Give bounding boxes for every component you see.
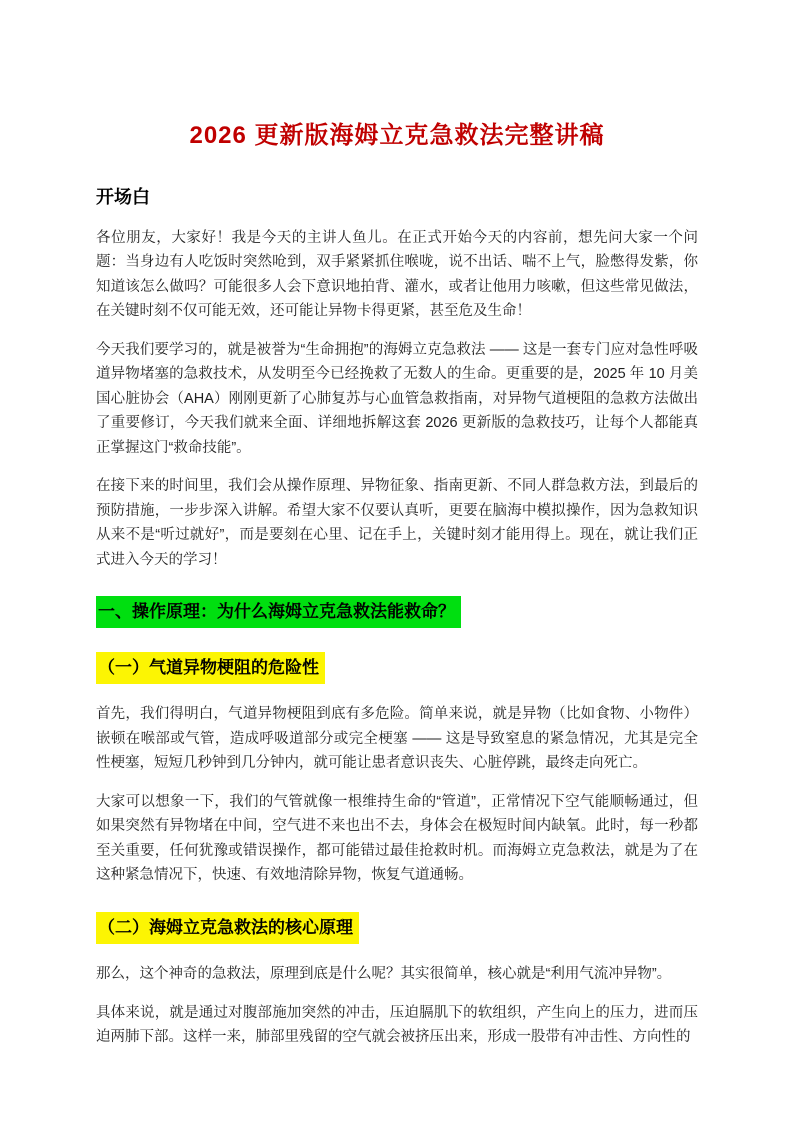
section1-sub1-paragraph-1: 首先，我们得明白，气道异物梗阻到底有多危险。简单来说，就是异物（比如食物、小物件）嵌顿在喉部或气管，造成呼吸道部分或完全梗塞 —— 这是导致窒息的紧急情况，尤其是完全性梗塞，短短几秒钟到几分钟内，就可能让患者意识丧失、心脏停跳，最终走向死亡。 (96, 706, 698, 772)
document-title: 2026 更新版海姆立克急救法完整讲稿 (189, 122, 605, 149)
section1-sub2-heading-highlight: （二）海姆立克急救法的核心原理 (96, 912, 359, 944)
opening-paragraph-1: 各位朋友，大家好！我是今天的主讲人鱼儿。在正式开始今天的内容前，想先问大家一个问题：当身边有人吃饭时突然呛到，双手紧紧抓住喉咙，说不出话、喘不上气，脸憋得发紫，你知道该怎么做吗？可能很多人会下意识地拍背、灌水，或者让他用力咳嗽，但这些常见做法，在关键时刻不仅可能无效，还可能让异物卡得更紧，甚至危及生命！ (96, 229, 698, 320)
opening-heading: 开场白 (96, 187, 150, 208)
section1-sub1-heading (96, 652, 698, 684)
opening-paragraph-2: 今天我们要学习的，就是被誉为“生命拥抱”的海姆立克急救法 —— 这是一套专门应对急性呼吸道异物堵塞的急救技术，从发明至今已经挽救了无数人的生命。更重要的是，2025 年 10 月美国心脏协会（AHA）刚刚更新了心肺复苏与心血管急救指南，对异物气道梗阻的急救方法做出了重要修订，今天我们就来全面、详细地拆解这套 2026 更新版的急救技巧，让每个人都能真正掌握这门“救命技能”。 (96, 341, 698, 456)
section1-sub1-heading-highlight: （一）气道异物梗阻的危险性 (96, 652, 325, 684)
section1-sub2-heading (96, 912, 698, 944)
opening-paragraph-3: 在接下来的时间里，我们会从操作原理、异物征象、指南更新、不同人群急救方法，到最后的预防措施，一步步深入讲解。希望大家不仅要认真听，更要在脑海中模拟操作，因为急救知识从来不是“听过就好”，而是要刻在心里、记在手上，关键时刻才能用得上。现在，就让我们正式进入今天的学习！ (96, 478, 698, 568)
section1-sub2-paragraph-1: 那么，这个神奇的急救法，原理到底是什么呢？其实很简单，核心就是“利用气流冲异物”。 (96, 966, 672, 983)
section1-heading-highlight: 一、操作原理：为什么海姆立克急救法能救命？ (96, 596, 461, 628)
section1-sub2-paragraph-2: 具体来说，就是通过对腹部施加突然的冲击，压迫膈肌下的软组织，产生向上的压力，进而压迫两肺下部。这样一来，肺部里残留的空气就会被挤压出来，形成一股带有冲击性、方向性的 (96, 1004, 698, 1046)
section1-sub1-paragraph-2: 大家可以想象一下，我们的气管就像一根维持生命的“管道”，正常情况下空气能顺畅通过，但如果突然有异物堵在中间，空气进不来也出不去，身体会在极短时间内缺氧。此时，每一秒都至关重要，任何犹豫或错误操作，都可能错过最佳抢救时机。而海姆立克急救法，就是为了在这种紧急情况下，快速、有效地清除异物，恢复气道通畅。 (96, 793, 698, 884)
section1-heading (96, 596, 698, 628)
